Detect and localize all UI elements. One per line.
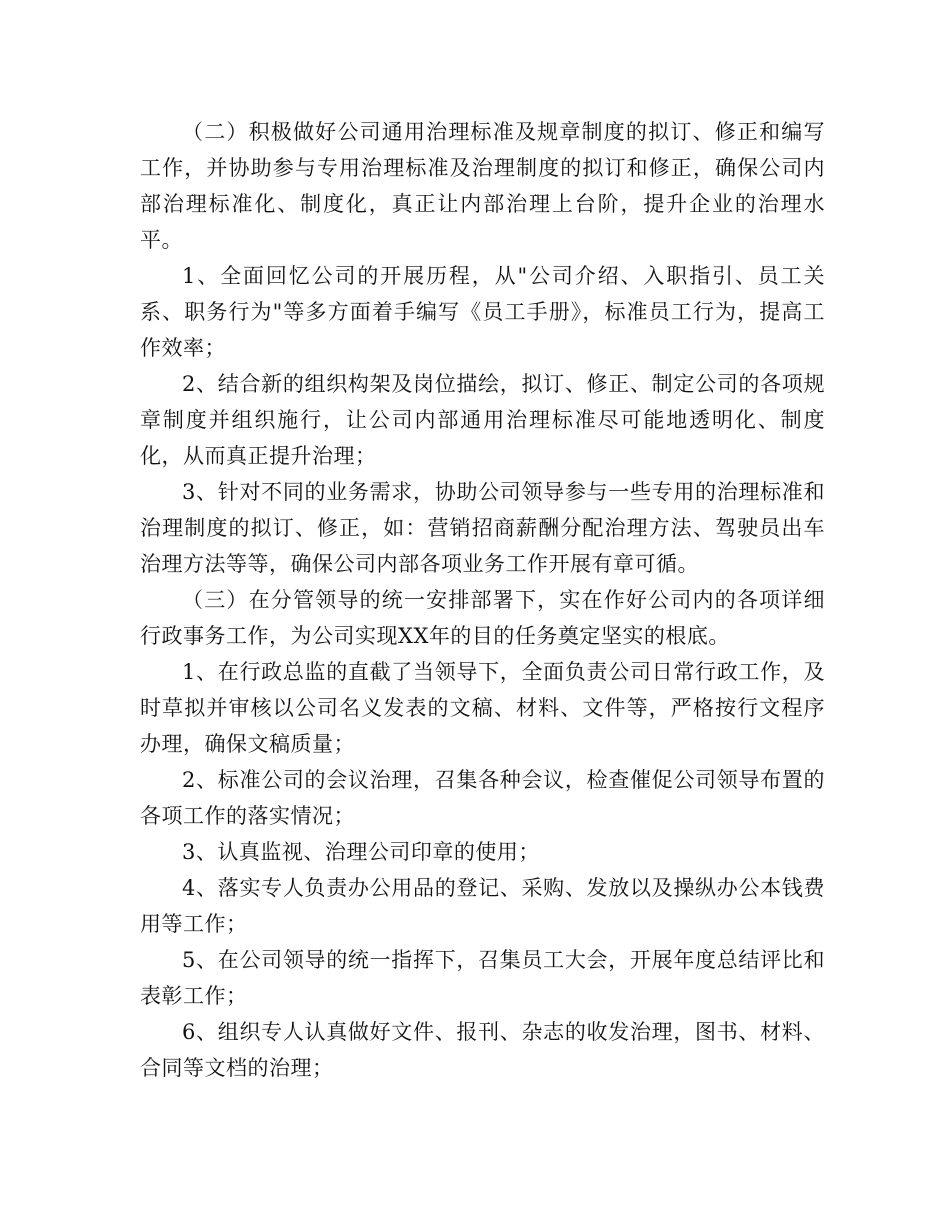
paragraph: 1、在行政总监的直截了当领导下，全面负责公司日常行政工作，及时草拟并审核以公司名义发表的文稿、材料、文件等，严格按行文程序办理，确保文稿质量； [140, 660, 825, 756]
paragraph: （三）在分管领导的统一安排部署下，实在作好公司内的各项详细行政事务工作，为公司实现XX年的目的任务奠定坚实的根底。 [140, 588, 825, 648]
paragraph: （二）积极做好公司通用治理标准及规章制度的拟订、修正和编写工作，并协助参与专用治理标准及治理制度的拟订和修正，确保公司内部治理标准化、制度化，真正让内部治理上台阶，提升企业的治理水平。 [140, 120, 825, 252]
paragraph: 6、组织专人认真做好文件、报刊、杂志的收发治理，图书、材料、合同等文档的治理； [140, 1020, 825, 1080]
paragraph: 2、结合新的组织构架及岗位描绘，拟订、修正、制定公司的各项规章制度并组织施行，让公司内部通用治理标准尽可能地透明化、制度化，从而真正提升治理； [140, 372, 825, 468]
paragraph: 3、针对不同的业务需求，协助公司领导参与一些专用的治理标准和治理制度的拟订、修正，如：营销招商薪酬分配治理方法、驾驶员出车治理方法等等，确保公司内部各项业务工作开展有章可循。 [140, 480, 825, 576]
paragraph: 2、标准公司的会议治理，召集各种会议，检查催促公司领导布置的各项工作的落实情况； [140, 768, 825, 828]
paragraph: 4、落实专人负责办公用品的登记、采购、发放以及操纵办公本钱费用等工作； [140, 876, 825, 936]
paragraph: 5、在公司领导的统一指挥下，召集员工大会，开展年度总结评比和表彰工作； [140, 948, 825, 1008]
paragraph: 1、全面回忆公司的开展历程，从"公司介绍、入职指引、员工关系、职务行为"等多方面着手编写《员工手册》，标准员工行为，提高工作效率； [140, 264, 825, 360]
document-body [140, 114, 825, 1086]
paragraph: 3、认真监视、治理公司印章的使用； [182, 840, 540, 864]
